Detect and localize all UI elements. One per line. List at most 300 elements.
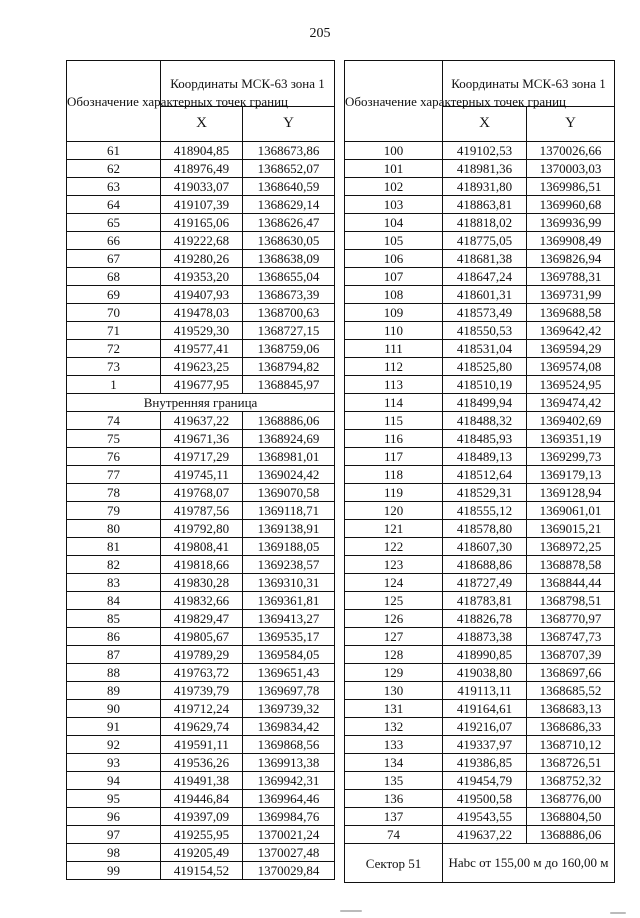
table-row (67, 682, 335, 700)
table-row (67, 628, 335, 646)
y-cell: 1369535,17 (243, 628, 335, 646)
point-cell: 113 (345, 376, 443, 394)
point-cell: 72 (67, 340, 161, 358)
point-cell: 73 (67, 358, 161, 376)
table-row (67, 232, 335, 250)
point-cell: 112 (345, 358, 443, 376)
point-cell: 71 (67, 322, 161, 340)
table-row (67, 862, 335, 880)
y-cell: 1369138,91 (243, 520, 335, 538)
table-row (345, 700, 615, 718)
x-cell: 419397,09 (161, 808, 243, 826)
x-cell: 419205,49 (161, 844, 243, 862)
table-row (67, 790, 335, 808)
x-cell: 419102,53 (443, 142, 527, 160)
table-row (345, 772, 615, 790)
x-cell: 418510,19 (443, 376, 527, 394)
x-cell: 419787,56 (161, 502, 243, 520)
table-row (67, 538, 335, 556)
x-cell: 419337,97 (443, 736, 527, 754)
point-cell: 101 (345, 160, 443, 178)
point-cell: 84 (67, 592, 161, 610)
point-cell: 78 (67, 484, 161, 502)
point-cell: 130 (345, 682, 443, 700)
y-cell: 1369402,69 (527, 412, 615, 430)
table-row (345, 502, 615, 520)
x-cell: 418863,81 (443, 196, 527, 214)
x-cell: 418818,02 (443, 214, 527, 232)
point-cell: 119 (345, 484, 443, 502)
table-row (345, 178, 615, 196)
point-cell: 81 (67, 538, 161, 556)
x-cell: 418573,49 (443, 304, 527, 322)
table-row (345, 484, 615, 502)
x-cell: 419386,85 (443, 754, 527, 772)
table-row (67, 178, 335, 196)
point-cell: 64 (67, 196, 161, 214)
table-row (345, 682, 615, 700)
x-cell: 418688,86 (443, 556, 527, 574)
x-cell: 419107,39 (161, 196, 243, 214)
table-row (345, 718, 615, 736)
point-cell: 96 (67, 808, 161, 826)
table-row (345, 808, 615, 826)
x-cell: 419500,58 (443, 790, 527, 808)
x-cell: 419789,29 (161, 646, 243, 664)
table-row (67, 376, 335, 394)
point-cell: 108 (345, 286, 443, 304)
point-cell: 87 (67, 646, 161, 664)
y-cell: 1369070,58 (243, 484, 335, 502)
y-cell: 1368726,51 (527, 754, 615, 772)
point-cell: 99 (67, 862, 161, 880)
point-cell: 89 (67, 682, 161, 700)
point-cell: 105 (345, 232, 443, 250)
table-row (345, 268, 615, 286)
y-cell: 1369179,13 (527, 466, 615, 484)
x-cell: 419113,11 (443, 682, 527, 700)
point-cell: 91 (67, 718, 161, 736)
y-cell: 1368886,06 (243, 412, 335, 430)
y-cell: 1368640,59 (243, 178, 335, 196)
x-cell: 419216,07 (443, 718, 527, 736)
x-cell: 418601,31 (443, 286, 527, 304)
y-cell: 1369188,05 (243, 538, 335, 556)
y-cell: 1369024,42 (243, 466, 335, 484)
x-cell: 418775,05 (443, 232, 527, 250)
x-cell: 418931,80 (443, 178, 527, 196)
x-cell: 419830,28 (161, 574, 243, 592)
point-cell: 90 (67, 700, 161, 718)
point-cell: 79 (67, 502, 161, 520)
point-cell: 110 (345, 322, 443, 340)
x-cell: 419818,66 (161, 556, 243, 574)
y-cell: 1369413,27 (243, 610, 335, 628)
x-cell: 418607,30 (443, 538, 527, 556)
table-row (67, 412, 335, 430)
page-number: 205 (309, 26, 331, 41)
point-cell: 68 (67, 268, 161, 286)
y-cell: 1368626,47 (243, 214, 335, 232)
x-cell: 419739,79 (161, 682, 243, 700)
y-cell: 1370026,66 (527, 142, 615, 160)
y-cell: 1370027,48 (243, 844, 335, 862)
y-cell: 1369868,56 (243, 736, 335, 754)
table-row (345, 754, 615, 772)
point-cell: 67 (67, 250, 161, 268)
y-cell: 1369697,78 (243, 682, 335, 700)
y-cell: 1368844,44 (527, 574, 615, 592)
x-cell: 419038,80 (443, 664, 527, 682)
table-row (67, 304, 335, 322)
x-cell: 419222,68 (161, 232, 243, 250)
sector-label: Сектор 51 (345, 844, 443, 883)
point-cell: 134 (345, 754, 443, 772)
table-row (67, 736, 335, 754)
x-cell: 419280,26 (161, 250, 243, 268)
x-cell: 418976,49 (161, 160, 243, 178)
point-cell: 97 (67, 826, 161, 844)
point-cell: 95 (67, 790, 161, 808)
table-row (67, 754, 335, 772)
point-cell: 135 (345, 772, 443, 790)
y-cell: 1368972,25 (527, 538, 615, 556)
coords-header: Координаты МСК-63 зона 1 (161, 61, 335, 107)
y-cell: 1369936,99 (527, 214, 615, 232)
point-cell: 86 (67, 628, 161, 646)
scan-speck (610, 912, 626, 914)
y-cell: 1370003,03 (527, 160, 615, 178)
x-cell: 419529,30 (161, 322, 243, 340)
x-cell: 419446,84 (161, 790, 243, 808)
table-row (345, 592, 615, 610)
y-cell: 1369474,42 (527, 394, 615, 412)
y-cell: 1368798,51 (527, 592, 615, 610)
x-cell: 418555,12 (443, 502, 527, 520)
points-header: Обозначение характерных точек границ (345, 61, 443, 142)
y-cell: 1369128,94 (527, 484, 615, 502)
x-cell: 419623,25 (161, 358, 243, 376)
table-row (67, 844, 335, 862)
y-cell: 1368707,39 (527, 646, 615, 664)
point-cell: 124 (345, 574, 443, 592)
x-cell: 419629,74 (161, 718, 243, 736)
x-cell: 418525,80 (443, 358, 527, 376)
x-cell: 419712,24 (161, 700, 243, 718)
point-cell: 121 (345, 520, 443, 538)
y-cell: 1368878,58 (527, 556, 615, 574)
sector-row (345, 844, 615, 883)
y-cell: 1368752,32 (527, 772, 615, 790)
table-row (67, 358, 335, 376)
x-cell: 418826,78 (443, 610, 527, 628)
point-cell: 82 (67, 556, 161, 574)
x-cell: 419478,03 (161, 304, 243, 322)
point-cell: 80 (67, 520, 161, 538)
x-cell: 418485,93 (443, 430, 527, 448)
table-row (67, 808, 335, 826)
x-cell: 418550,53 (443, 322, 527, 340)
table-row (345, 466, 615, 484)
y-cell: 1369834,42 (243, 718, 335, 736)
table-row (67, 718, 335, 736)
table-row (67, 160, 335, 178)
table-row (67, 826, 335, 844)
x-cell: 418904,85 (161, 142, 243, 160)
y-cell: 1368794,82 (243, 358, 335, 376)
point-cell: 61 (67, 142, 161, 160)
x-cell: 418981,36 (443, 160, 527, 178)
table-row (345, 358, 615, 376)
y-cell: 1368673,86 (243, 142, 335, 160)
point-cell: 123 (345, 556, 443, 574)
y-cell: 1369310,31 (243, 574, 335, 592)
y-cell: 1369942,31 (243, 772, 335, 790)
point-cell: 62 (67, 160, 161, 178)
point-cell: 65 (67, 214, 161, 232)
table-row (67, 466, 335, 484)
table-row (345, 304, 615, 322)
table-row (67, 592, 335, 610)
y-cell: 1369960,68 (527, 196, 615, 214)
y-cell: 1368685,52 (527, 682, 615, 700)
y-cell: 1369908,49 (527, 232, 615, 250)
point-cell: 70 (67, 304, 161, 322)
table-row (67, 214, 335, 232)
y-cell: 1369299,73 (527, 448, 615, 466)
y-cell: 1370029,84 (243, 862, 335, 880)
point-cell: 132 (345, 718, 443, 736)
table-row (67, 646, 335, 664)
point-cell: 94 (67, 772, 161, 790)
point-cell: 120 (345, 502, 443, 520)
point-cell: 114 (345, 394, 443, 412)
point-cell: 92 (67, 736, 161, 754)
x-cell: 418990,85 (443, 646, 527, 664)
y-cell: 1368727,15 (243, 322, 335, 340)
table-row (345, 196, 615, 214)
y-cell: 1369061,01 (527, 502, 615, 520)
y-header: Y (527, 106, 615, 141)
x-cell: 419033,07 (161, 178, 243, 196)
x-cell: 419637,22 (161, 412, 243, 430)
point-cell: 1 (67, 376, 161, 394)
point-cell: 100 (345, 142, 443, 160)
point-cell: 74 (345, 826, 443, 844)
y-cell: 1368845,97 (243, 376, 335, 394)
table-row (345, 448, 615, 466)
point-cell: 106 (345, 250, 443, 268)
point-cell: 66 (67, 232, 161, 250)
x-cell: 419164,61 (443, 700, 527, 718)
point-cell: 109 (345, 304, 443, 322)
x-cell: 419717,29 (161, 448, 243, 466)
y-cell: 1369986,51 (527, 178, 615, 196)
table-row (67, 520, 335, 538)
points-header: Обозначение характерных точек границ (67, 61, 161, 142)
point-cell: 117 (345, 448, 443, 466)
table-row (67, 448, 335, 466)
x-cell: 419829,47 (161, 610, 243, 628)
table-row (67, 484, 335, 502)
x-cell: 419637,22 (443, 826, 527, 844)
point-cell: 63 (67, 178, 161, 196)
table-row (67, 286, 335, 304)
y-cell: 1369651,43 (243, 664, 335, 682)
y-cell: 1368759,06 (243, 340, 335, 358)
x-cell: 419805,67 (161, 628, 243, 646)
point-cell: 74 (67, 412, 161, 430)
point-cell: 133 (345, 736, 443, 754)
table-row (345, 628, 615, 646)
y-cell: 1368770,97 (527, 610, 615, 628)
table-row (345, 664, 615, 682)
table-row (67, 340, 335, 358)
table-row (67, 502, 335, 520)
x-cell: 419543,55 (443, 808, 527, 826)
scan-speck (340, 910, 362, 912)
y-cell: 1368673,39 (243, 286, 335, 304)
x-cell: 419577,41 (161, 340, 243, 358)
coordinates-table-left (66, 60, 335, 880)
table-row (345, 412, 615, 430)
table-row (67, 664, 335, 682)
y-cell: 1369584,05 (243, 646, 335, 664)
point-cell: 116 (345, 430, 443, 448)
y-cell: 1368710,12 (527, 736, 615, 754)
x-cell: 418512,64 (443, 466, 527, 484)
y-cell: 1369826,94 (527, 250, 615, 268)
point-cell: 93 (67, 754, 161, 772)
y-cell: 1368683,13 (527, 700, 615, 718)
x-cell: 419745,11 (161, 466, 243, 484)
table-row (67, 196, 335, 214)
x-cell: 418578,80 (443, 520, 527, 538)
point-cell: 85 (67, 610, 161, 628)
x-cell: 419763,72 (161, 664, 243, 682)
table-row (67, 430, 335, 448)
x-cell: 419792,80 (161, 520, 243, 538)
table-row (345, 286, 615, 304)
y-cell: 1368747,73 (527, 628, 615, 646)
x-cell: 419808,41 (161, 538, 243, 556)
y-cell: 1368700,63 (243, 304, 335, 322)
x-cell: 419591,11 (161, 736, 243, 754)
x-cell: 418529,31 (443, 484, 527, 502)
x-cell: 419407,93 (161, 286, 243, 304)
y-cell: 1369984,76 (243, 808, 335, 826)
point-cell: 104 (345, 214, 443, 232)
height-range: Нabc от 155,00 м до 160,00 м (443, 844, 615, 883)
point-cell: 111 (345, 340, 443, 358)
y-cell: 1368655,04 (243, 268, 335, 286)
table-row (67, 268, 335, 286)
x-cell: 419491,38 (161, 772, 243, 790)
point-cell: 122 (345, 538, 443, 556)
table-row (345, 142, 615, 160)
left-table-body (67, 142, 335, 880)
table-row (345, 538, 615, 556)
point-cell: 103 (345, 196, 443, 214)
y-cell: 1368981,01 (243, 448, 335, 466)
x-cell: 418499,94 (443, 394, 527, 412)
y-cell: 1369361,81 (243, 592, 335, 610)
table-row (67, 322, 335, 340)
y-cell: 1369118,71 (243, 502, 335, 520)
table-row (345, 574, 615, 592)
x-cell: 418488,32 (443, 412, 527, 430)
x-header: X (443, 106, 527, 141)
y-cell: 1368638,09 (243, 250, 335, 268)
table-row (67, 556, 335, 574)
table-row (345, 430, 615, 448)
x-cell: 419154,52 (161, 862, 243, 880)
y-cell: 1369351,19 (527, 430, 615, 448)
y-cell: 1368886,06 (527, 826, 615, 844)
point-cell: 83 (67, 574, 161, 592)
y-cell: 1369574,08 (527, 358, 615, 376)
table-row (345, 610, 615, 628)
point-cell: 88 (67, 664, 161, 682)
table-row (345, 790, 615, 808)
x-cell: 419768,07 (161, 484, 243, 502)
table-row (67, 700, 335, 718)
x-cell: 419832,66 (161, 592, 243, 610)
table-row (345, 736, 615, 754)
y-cell: 1369788,31 (527, 268, 615, 286)
x-cell: 418727,49 (443, 574, 527, 592)
y-cell: 1369642,42 (527, 322, 615, 340)
y-cell: 1368924,69 (243, 430, 335, 448)
y-header: Y (243, 106, 335, 141)
right-table-body (345, 142, 615, 844)
table-row (345, 160, 615, 178)
point-cell: 75 (67, 430, 161, 448)
x-cell: 419536,26 (161, 754, 243, 772)
section-label: Внутренняя граница (67, 394, 335, 412)
point-cell: 125 (345, 592, 443, 610)
y-cell: 1369913,38 (243, 754, 335, 772)
table-row (67, 574, 335, 592)
point-cell: 127 (345, 628, 443, 646)
section-row (67, 394, 335, 412)
y-cell: 1368804,50 (527, 808, 615, 826)
table-row (67, 250, 335, 268)
x-cell: 419454,79 (443, 772, 527, 790)
x-cell: 419353,20 (161, 268, 243, 286)
point-cell: 107 (345, 268, 443, 286)
y-cell: 1369015,21 (527, 520, 615, 538)
table-row (345, 232, 615, 250)
x-cell: 418681,38 (443, 250, 527, 268)
point-cell: 69 (67, 286, 161, 304)
table-row (67, 610, 335, 628)
point-cell: 102 (345, 178, 443, 196)
x-cell: 418531,04 (443, 340, 527, 358)
point-cell: 115 (345, 412, 443, 430)
y-cell: 1370021,24 (243, 826, 335, 844)
table-row (345, 394, 615, 412)
y-cell: 1369524,95 (527, 376, 615, 394)
y-cell: 1369238,57 (243, 556, 335, 574)
x-cell: 419671,36 (161, 430, 243, 448)
table-row (345, 322, 615, 340)
table-row (345, 340, 615, 358)
y-cell: 1369964,46 (243, 790, 335, 808)
y-cell: 1369731,99 (527, 286, 615, 304)
y-cell: 1369594,29 (527, 340, 615, 358)
table-row (67, 772, 335, 790)
